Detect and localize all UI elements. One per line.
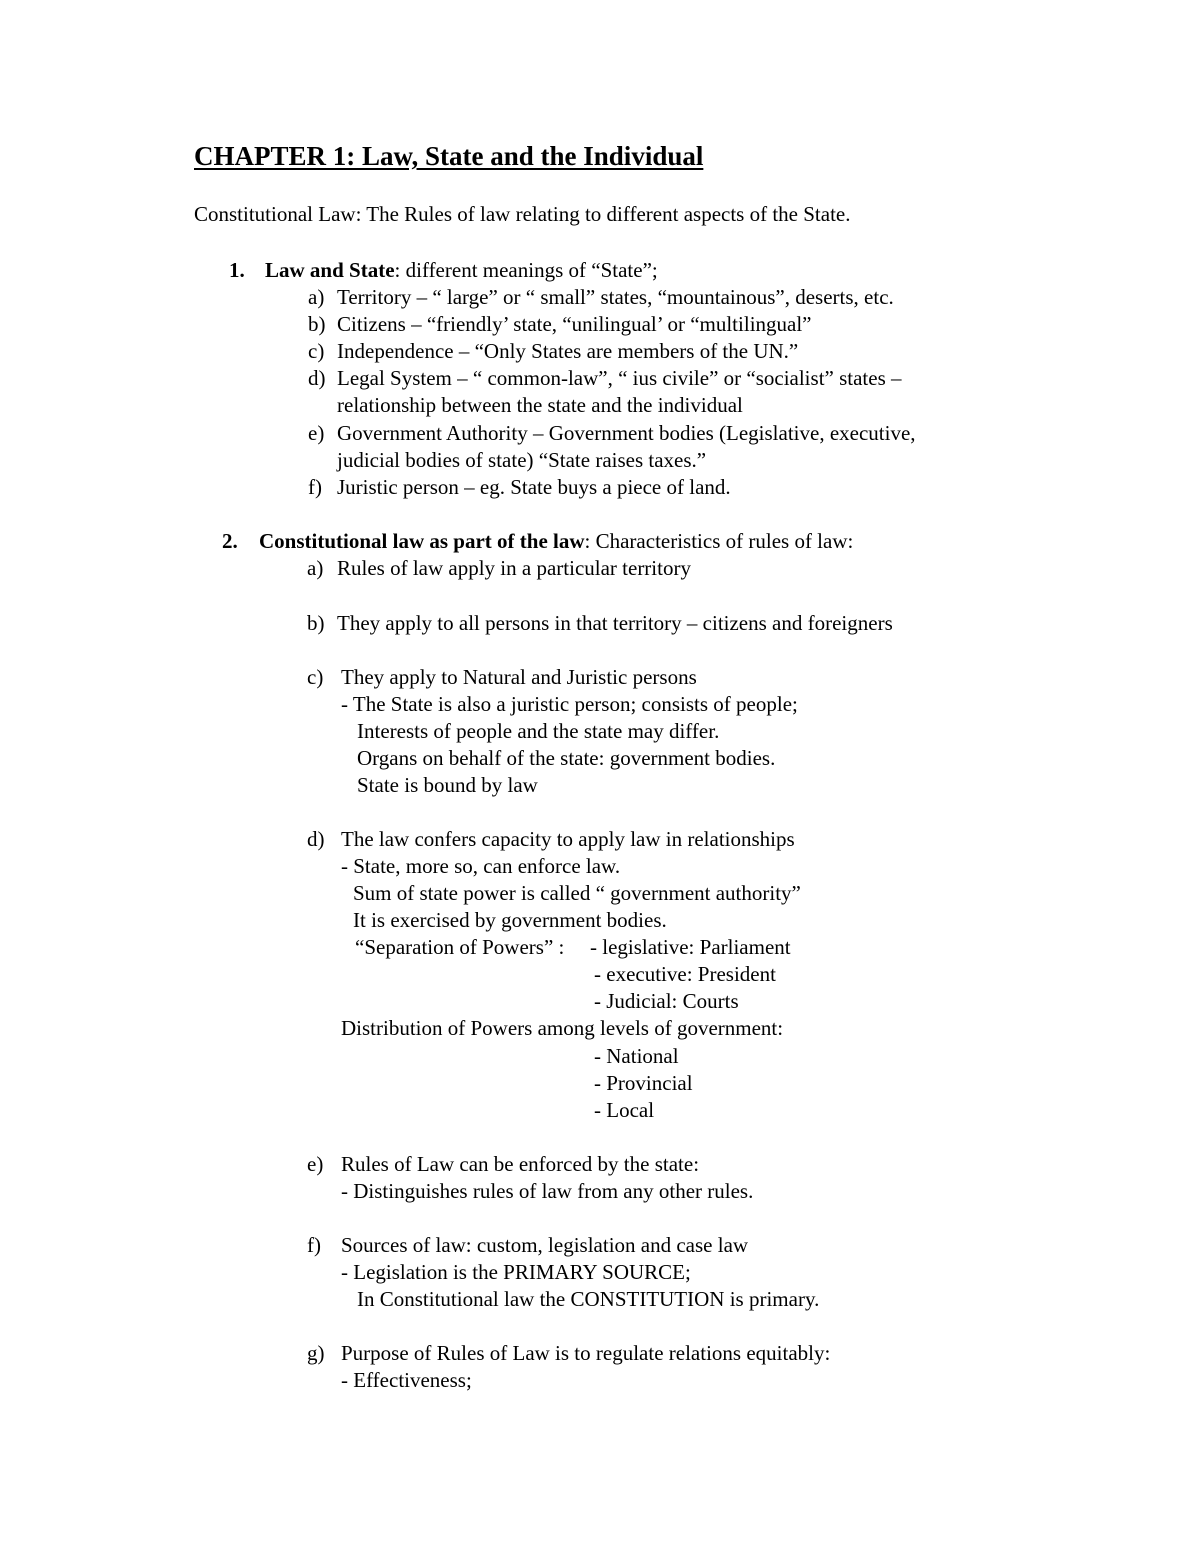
section-2-number: 2. — [222, 529, 238, 553]
separation-of-powers-label: “Separation of Powers” : — [355, 935, 565, 959]
s2-sub-text: - Effectiveness; — [341, 1368, 472, 1392]
s2-item-text: The law confers capacity to apply law in relationships — [341, 827, 795, 851]
s2-item-letter: b) — [307, 611, 325, 635]
s1-item-text: Territory – “ large” or “ small” states, “mountainous”, deserts, etc. — [337, 285, 894, 309]
s1-item-text: Independence – “Only States are members of the UN.” — [337, 339, 799, 363]
s2-sub-text: State is bound by law — [357, 773, 538, 797]
s2-sub-text: It is exercised by government bodies. — [353, 908, 667, 932]
s2-sub-text: - Legislation is the PRIMARY SOURCE; — [341, 1260, 691, 1284]
s1-item-text: Citizens – “friendly’ state, “unilingual’ or “multilingual” — [337, 312, 812, 336]
separation-item: - Judicial: Courts — [594, 989, 739, 1013]
s2-item-text: They apply to all persons in that territory – citizens and foreigners — [337, 611, 893, 635]
s1-item-text: Juristic person – eg. State buys a piece of land. — [337, 475, 731, 499]
s2-sub-text: Interests of people and the state may differ. — [357, 719, 720, 743]
chapter-title: CHAPTER 1: Law, State and the Individual — [194, 141, 704, 171]
section-1-heading — [265, 257, 658, 284]
s2-item-text: Purpose of Rules of Law is to regulate relations equitably: — [341, 1341, 831, 1365]
section-1-heading-rest: : different meanings of “State”; — [394, 258, 658, 282]
s2-sub-text: - Distinguishes rules of law from any other rules. — [341, 1179, 754, 1203]
s1-item-letter: c) — [308, 339, 325, 363]
s2-item-letter: a) — [307, 556, 324, 580]
s1-item-letter: a) — [308, 285, 325, 309]
s2-item-letter: c) — [307, 665, 324, 689]
s2-item-letter: d) — [307, 827, 325, 851]
s1-item-letter: e) — [308, 421, 325, 445]
section-2-heading-bold: Constitutional law as part of the law — [259, 529, 585, 553]
intro-text: Constitutional Law: The Rules of law relating to different aspects of the State. — [194, 202, 851, 226]
s1-item-letter: b) — [308, 312, 326, 336]
section-2-heading-rest: : Characteristics of rules of law: — [584, 529, 854, 553]
s1-item-text: Legal System – “ common-law”, “ ius civile” or “socialist” states – — [337, 366, 902, 390]
distribution-label: Distribution of Powers among levels of government: — [341, 1016, 784, 1040]
distribution-item: - Local — [594, 1098, 655, 1122]
s1-item-letter: d) — [308, 366, 326, 390]
s2-sub-text: - State, more so, can enforce law. — [341, 854, 621, 878]
s1-item-text: Government Authority – Government bodies (Legislative, executive, — [337, 421, 916, 445]
s1-item-text-cont: judicial bodies of state) “State raises taxes.” — [337, 448, 707, 472]
s2-item-letter: g) — [307, 1341, 325, 1365]
s2-item-text: They apply to Natural and Juristic persons — [341, 665, 697, 689]
separation-item: - executive: President — [594, 962, 776, 986]
s2-item-text: Rules of law apply in a particular territory — [337, 556, 691, 580]
s2-item-text: Sources of law: custom, legislation and case law — [341, 1233, 749, 1257]
s2-sub-text: In Constitutional law the CONSTITUTION is primary. — [357, 1287, 820, 1311]
s1-item-text-cont: relationship between the state and the individual — [337, 393, 743, 417]
distribution-item: - National — [594, 1044, 679, 1068]
s2-sub-text: Sum of state power is called “ government authority” — [353, 881, 801, 905]
s2-item-letter: f) — [307, 1233, 321, 1257]
s1-item-letter: f) — [308, 475, 322, 499]
s2-item-letter: e) — [307, 1152, 324, 1176]
s2-item-text: Rules of Law can be enforced by the state: — [341, 1152, 700, 1176]
s2-sub-text: Organs on behalf of the state: government bodies. — [357, 746, 776, 770]
separation-item: - legislative: Parliament — [590, 935, 791, 959]
section-2-heading — [259, 528, 853, 555]
s2-sub-text: - The State is also a juristic person; consists of people; — [341, 692, 798, 716]
section-1-heading-bold: Law and State — [265, 258, 395, 282]
section-1-number: 1. — [229, 258, 245, 282]
distribution-item: - Provincial — [594, 1071, 693, 1095]
